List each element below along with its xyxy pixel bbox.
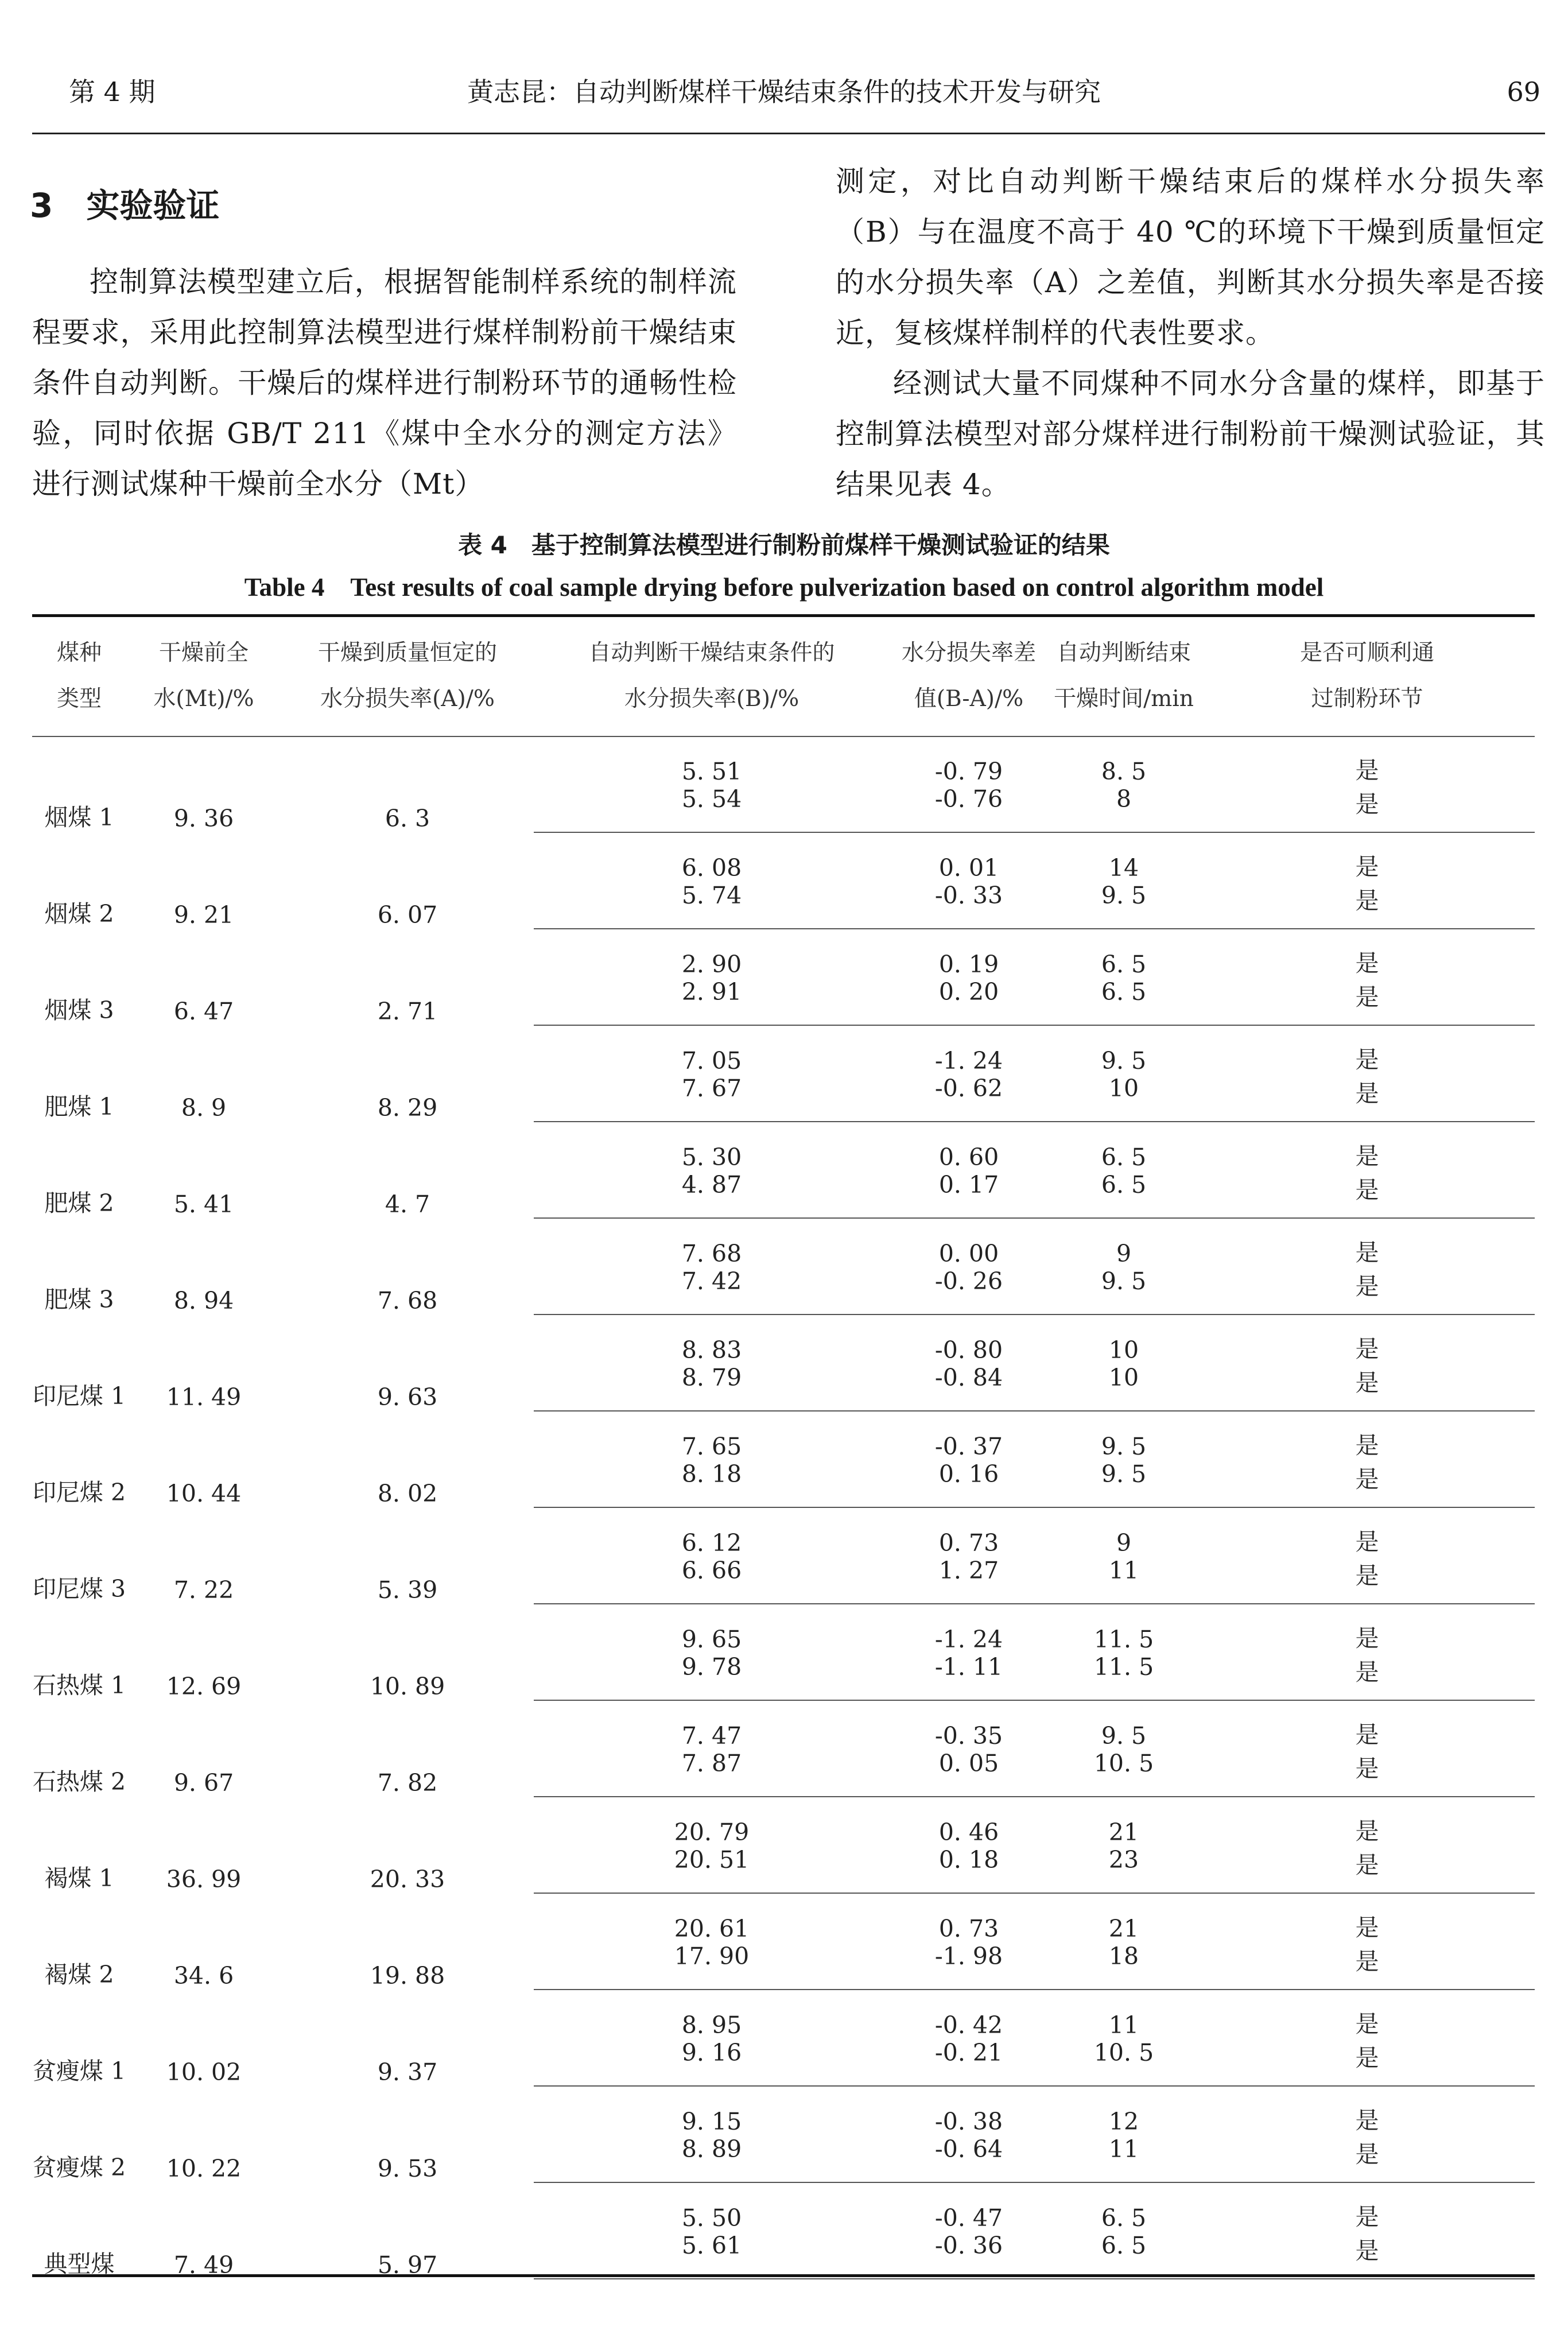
loss-a-cell: 20. 33 [370,1866,445,1893]
loss-diff-cell: -1. 24 [934,1626,1003,1653]
loss-b-cell: 5. 74 [534,882,890,929]
loss-diff-cell: -0. 38 [934,2108,1003,2135]
pass-cell: 是 [1355,1528,1379,1556]
drying-time-cell: 11. 5 [1048,1653,1200,1700]
loss-b-cell: 7. 05 [681,1047,742,1075]
total-moisture-cell: 9. 36 [173,805,234,832]
total-moisture-cell: 9. 67 [173,1769,234,1797]
loss-diff-cell: 0. 17 [890,1171,1048,1218]
pass-cell: 是 [1200,1267,1535,1314]
pass-cell: 是 [1200,1171,1535,1218]
coal-type-cell: 石热煤 2 [32,1768,126,1796]
coal-type-cell: 印尼煤 3 [32,1575,126,1603]
coal-type-cell: 贫瘦煤 2 [32,2154,126,2181]
pass-cell: 是 [1355,1142,1379,1170]
header-pass-pulverize: 是否可顺利通 过制粉环节 [1299,639,1434,712]
coal-type-cell: 褐煤 1 [44,1864,114,1892]
results-table [32,616,1535,2279]
drying-time-cell: 9 [1116,1240,1132,1267]
loss-a-cell: 9. 37 [377,2058,438,2086]
total-moisture-cell: 10. 44 [166,1480,242,1507]
left-column [32,257,737,509]
right-paragraph-1: 测定，对比自动判断干燥结束后的煤样水分损失率（B）与在温度不高于 40 ℃的环境下干燥到质量恒定的水分损失率（A）之差值，判断其水分损失率是否接近，复核煤样制样的代表性要求。 [836,165,1545,350]
loss-b-cell: 6. 66 [534,1557,890,1604]
loss-diff-cell: -0. 36 [890,2232,1048,2279]
pass-cell: 是 [1355,853,1379,881]
total-moisture-cell: 7. 22 [173,1576,234,1604]
loss-diff-cell: 0. 60 [938,1143,999,1171]
loss-diff-cell: -0. 47 [934,2204,1003,2232]
loss-a-cell: 6. 07 [377,901,438,929]
loss-b-cell: 17. 90 [534,1942,890,1990]
loss-a-cell: 2. 71 [377,998,438,1025]
loss-diff-cell: 1. 27 [890,1557,1048,1604]
drying-time-cell: 10 [1108,1336,1139,1364]
pass-cell: 是 [1355,757,1379,784]
total-moisture-cell: 10. 02 [166,2058,242,2086]
pass-cell: 是 [1200,1460,1535,1507]
loss-diff-cell: -0. 21 [890,2039,1048,2086]
loss-b-cell: 8. 95 [681,2011,742,2039]
loss-a-cell: 10. 89 [370,1673,445,1700]
coal-type-cell: 印尼煤 1 [32,1382,126,1410]
pass-cell: 是 [1355,949,1379,977]
coal-type-cell: 褐煤 2 [44,1961,114,1988]
loss-b-cell: 20. 79 [674,1818,750,1846]
coal-type-cell: 烟煤 2 [44,900,114,928]
table-row [32,1314,1535,1364]
loss-a-cell: 5. 97 [377,2251,438,2279]
loss-b-cell: 9. 16 [534,2039,890,2086]
loss-diff-cell: -0. 76 [890,785,1048,832]
table-caption-en: Table 4 Test results of coal sample drying before pulverization based on control algorithm model [244,573,1324,602]
table-row [32,1700,1535,1750]
pass-cell: 是 [1355,2107,1379,2134]
table-row [32,736,1535,785]
loss-diff-cell: -0. 26 [890,1267,1048,1314]
pass-cell: 是 [1200,2135,1535,2182]
loss-b-cell: 20. 61 [674,1915,750,1942]
drying-time-cell: 18 [1048,1942,1200,1990]
loss-b-cell: 8. 79 [534,1364,890,1411]
loss-b-cell: 7. 67 [534,1075,890,1122]
loss-a-cell: 8. 29 [377,1094,438,1122]
issue-number: 第 4 期 [69,76,156,107]
drying-time-cell: 6. 5 [1101,951,1147,978]
pass-cell: 是 [1200,1750,1535,1797]
table-row [32,1893,1535,1942]
total-moisture-cell: 5. 41 [173,1191,234,1218]
loss-b-cell: 8. 89 [534,2135,890,2182]
header-drying-time: 自动判断结束 干燥时间/min [1054,639,1194,712]
coal-type-cell: 烟煤 3 [44,996,114,1024]
loss-diff-cell: 0. 18 [890,1846,1048,1893]
pass-cell: 是 [1355,2203,1379,2231]
table-row [32,832,1535,882]
total-moisture-cell: 11. 49 [166,1383,242,1411]
table-row [32,1025,1535,1075]
table-bottom-rule [32,2274,1535,2277]
loss-diff-cell: 0. 46 [938,1818,999,1846]
total-moisture-cell: 34. 6 [173,1962,234,1990]
loss-diff-cell: 0. 73 [938,1915,999,1942]
pass-cell: 是 [1200,1557,1535,1604]
loss-diff-cell: -1. 24 [934,1047,1003,1075]
loss-b-cell: 9. 65 [681,1626,742,1653]
drying-time-cell: 9. 5 [1101,1722,1147,1750]
loss-diff-cell: -0. 37 [934,1433,1003,1460]
drying-time-cell: 6. 5 [1048,2232,1200,2279]
pass-cell: 是 [1355,1335,1379,1363]
coal-type-cell: 肥煤 2 [44,1189,114,1217]
table-row [32,2182,1535,2232]
coal-type-cell: 贫瘦煤 1 [32,2057,126,2085]
total-moisture-cell: 36. 99 [166,1866,242,1893]
drying-time-cell: 9. 5 [1048,1460,1200,1507]
drying-time-cell: 11 [1048,2135,1200,2182]
loss-diff-cell: -0. 64 [890,2135,1048,2182]
total-moisture-cell: 12. 69 [166,1673,242,1700]
loss-diff-cell: 0. 05 [890,1750,1048,1797]
loss-b-cell: 5. 54 [534,785,890,832]
loss-a-cell: 6. 3 [385,805,430,832]
loss-b-cell: 9. 78 [534,1653,890,1700]
drying-time-cell: 6. 5 [1048,978,1200,1025]
pass-cell: 是 [1355,1432,1379,1459]
loss-a-cell: 5. 39 [377,1576,438,1604]
header-loss-a: 干燥到质量恒定的 水分损失率(A)/% [317,639,497,712]
header-coal-type: 煤种 类型 [56,639,102,712]
table-caption-zh: 表 4 基于控制算法模型进行制粉前煤样干燥测试验证的结果 [458,531,1110,559]
loss-b-cell: 6. 08 [681,854,742,882]
pass-cell: 是 [1355,1914,1379,1941]
loss-b-cell: 2. 90 [681,951,742,978]
loss-a-cell: 7. 68 [377,1287,438,1314]
header-total-moisture: 干燥前全 水(Mt)/% [153,639,254,712]
pass-cell: 是 [1200,1075,1535,1122]
loss-diff-cell: -0. 80 [934,1336,1003,1364]
loss-b-cell: 4. 87 [534,1171,890,1218]
pass-cell: 是 [1200,882,1535,929]
table-row [32,1604,1535,1653]
table-header-row [32,616,1535,736]
right-column [836,156,1545,510]
pass-cell: 是 [1355,1624,1379,1652]
table-row [32,1797,1535,1846]
drying-time-cell: 10 [1048,1364,1200,1411]
drying-time-cell: 11 [1108,2011,1139,2039]
table-row [32,2086,1535,2135]
drying-time-cell: 11 [1048,1557,1200,1604]
table-row [32,1507,1535,1557]
loss-b-cell: 5. 51 [681,758,742,785]
loss-b-cell: 20. 51 [534,1846,890,1893]
loss-a-cell: 9. 53 [377,2155,438,2182]
drying-time-cell: 6. 5 [1101,1143,1147,1171]
drying-time-cell: 6. 5 [1101,2204,1147,2232]
table-row [32,929,1535,978]
table-row [32,1218,1535,1267]
loss-diff-cell: -0. 33 [890,882,1048,929]
table-row [32,1411,1535,1460]
pass-cell: 是 [1200,1942,1535,1990]
loss-b-cell: 5. 30 [681,1143,742,1171]
coal-type-cell: 肥煤 1 [44,1093,114,1120]
loss-b-cell: 7. 42 [534,1267,890,1314]
pass-cell: 是 [1355,1721,1379,1748]
loss-diff-cell: -0. 62 [890,1075,1048,1122]
loss-a-cell: 9. 63 [377,1383,438,1411]
pass-cell: 是 [1355,1046,1379,1073]
coal-type-cell: 印尼煤 2 [32,1479,126,1506]
loss-b-cell: 7. 68 [681,1240,742,1267]
pass-cell: 是 [1355,2010,1379,2038]
total-moisture-cell: 8. 9 [181,1094,227,1122]
loss-a-cell: 7. 82 [377,1769,438,1797]
loss-diff-cell: -1. 11 [890,1653,1048,1700]
pass-cell: 是 [1200,1653,1535,1700]
header-loss-b: 自动判断干燥结束条件的 水分损失率(B)/% [588,639,835,712]
coal-type-cell: 典型煤 [44,2250,115,2278]
loss-diff-cell: 0. 20 [890,978,1048,1025]
loss-diff-cell: -0. 35 [934,1722,1003,1750]
loss-b-cell: 5. 61 [534,2232,890,2279]
header-loss-diff: 水分损失率差 值(B-A)/% [901,639,1036,712]
loss-b-cell: 7. 47 [681,1722,742,1750]
drying-time-cell: 14 [1108,854,1139,882]
loss-b-cell: 9. 15 [681,2108,742,2135]
table-row [32,1990,1535,2039]
loss-diff-cell: -0. 42 [934,2011,1003,2039]
loss-diff-cell: -1. 98 [890,1942,1048,1990]
page-number: 69 [1507,76,1540,107]
loss-a-cell: 4. 7 [385,1191,430,1218]
loss-diff-cell: 0. 19 [938,951,999,978]
drying-time-cell: 8 [1048,785,1200,832]
coal-type-cell: 烟煤 1 [44,804,114,831]
loss-a-cell: 19. 88 [370,1962,445,1990]
drying-time-cell: 23 [1048,1846,1200,1893]
loss-diff-cell: -0. 79 [934,758,1003,785]
loss-diff-cell: 0. 01 [938,854,999,882]
pass-cell: 是 [1355,1817,1379,1845]
total-moisture-cell: 9. 21 [173,901,234,929]
total-moisture-cell: 6. 47 [173,998,234,1025]
running-title: 黄志昆：自动判断煤样干燥结束条件的技术开发与研究 [467,76,1101,107]
drying-time-cell: 9 [1116,1529,1132,1557]
drying-time-cell: 10. 5 [1048,2039,1200,2086]
coal-type-cell: 肥煤 3 [44,1286,114,1313]
coal-type-cell: 石热煤 1 [32,1672,126,1699]
drying-time-cell: 9. 5 [1048,1267,1200,1314]
drying-time-cell: 10 [1048,1075,1200,1122]
loss-diff-cell: 0. 73 [938,1529,999,1557]
loss-b-cell: 5. 50 [681,2204,742,2232]
loss-diff-cell: -0. 84 [890,1364,1048,1411]
drying-time-cell: 21 [1108,1818,1139,1846]
loss-b-cell: 7. 87 [534,1750,890,1797]
drying-time-cell: 21 [1108,1915,1139,1942]
drying-time-cell: 9. 5 [1101,1433,1147,1460]
drying-time-cell: 11. 5 [1093,1626,1154,1653]
pass-cell: 是 [1200,2039,1535,2086]
loss-b-cell: 8. 18 [534,1460,890,1507]
left-paragraph: 控制算法模型建立后，根据智能制样系统的制样流程要求，采用此控制算法模型进行煤样制粉前干燥结束条件自动判断。干燥后的煤样进行制粉环节的通畅性检验，同时依据 GB/T 211《煤中全水分的测定方法》进行测试煤种干燥前全水分（Mt） [32,265,737,501]
total-moisture-cell: 10. 22 [166,2155,242,2182]
header-rule [32,133,1545,134]
total-moisture-cell: 7. 49 [173,2251,234,2279]
loss-diff-cell: 0. 00 [938,1240,999,1267]
drying-time-cell: 12 [1108,2108,1139,2135]
loss-diff-cell: 0. 16 [890,1460,1048,1507]
section-title: 3 实验验证 [30,186,220,225]
drying-time-cell: 9. 5 [1101,1047,1147,1075]
loss-b-cell: 8. 83 [681,1336,742,1364]
loss-b-cell: 7. 65 [681,1433,742,1460]
loss-b-cell: 2. 91 [534,978,890,1025]
pass-cell: 是 [1200,1364,1535,1411]
drying-time-cell: 8. 5 [1101,758,1147,785]
right-paragraph-2: 经测试大量不同煤种不同水分含量的煤样，即基于控制算法模型对部分煤样进行制粉前干燥测试验证，其结果见表 4。 [836,367,1545,501]
loss-a-cell: 8. 02 [377,1480,438,1507]
pass-cell: 是 [1355,1239,1379,1266]
pass-cell: 是 [1200,978,1535,1025]
pass-cell: 是 [1200,785,1535,832]
pass-cell: 是 [1200,2232,1535,2279]
pass-cell: 是 [1200,1846,1535,1893]
drying-time-cell: 10. 5 [1048,1750,1200,1797]
drying-time-cell: 9. 5 [1048,882,1200,929]
drying-time-cell: 6. 5 [1048,1171,1200,1218]
loss-b-cell: 6. 12 [681,1529,742,1557]
total-moisture-cell: 8. 94 [173,1287,234,1314]
table-row [32,1122,1535,1171]
